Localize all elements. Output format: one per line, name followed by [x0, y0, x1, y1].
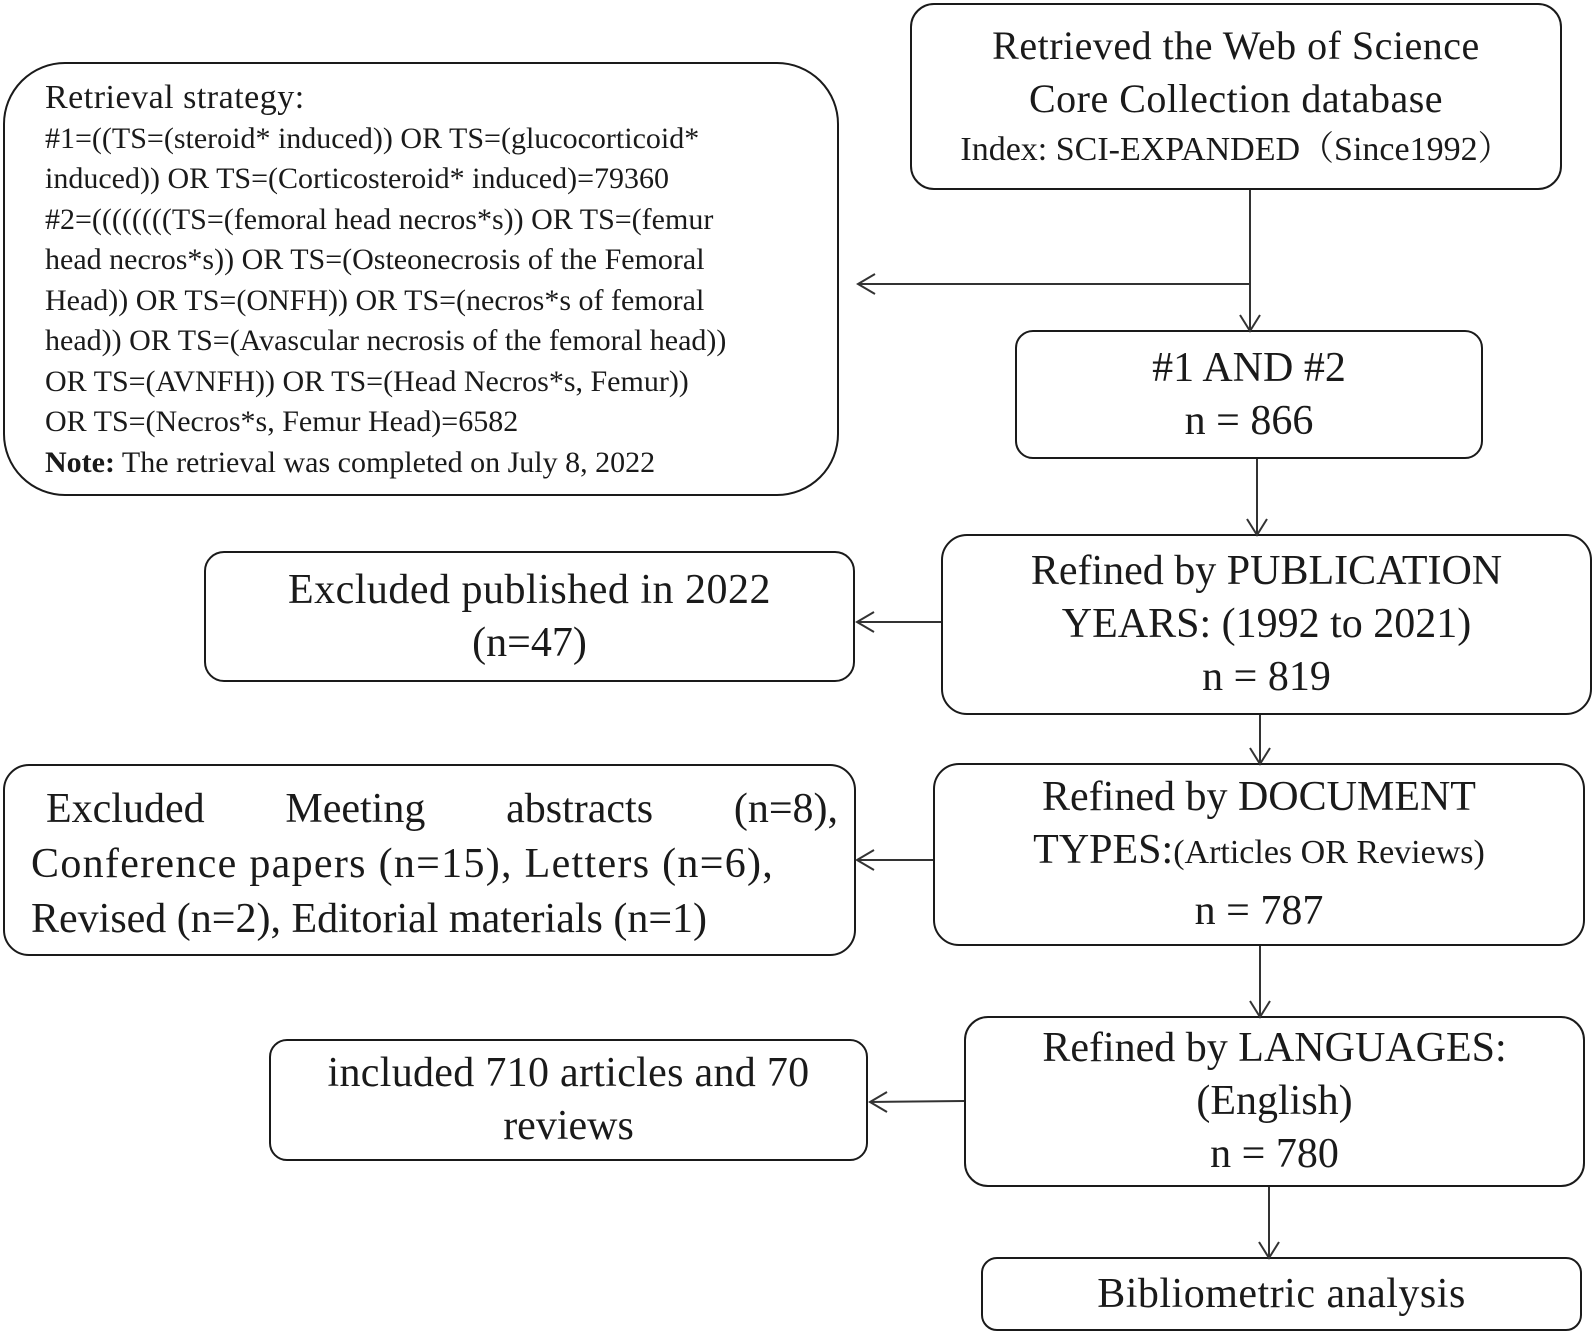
- meeting-word: Meeting: [285, 786, 426, 832]
- doctypes-line-3: n = 787: [1194, 888, 1324, 934]
- combine-line-2: n = 866: [1184, 397, 1314, 444]
- strategy-line-7: OR TS=(AVNFH)) OR TS=(Head Necros*s, Femur)): [45, 364, 689, 398]
- excluded-2022-line-1: Excluded published in 2022: [287, 566, 772, 613]
- excluded-types-line-2: Conference papers (n=15), Letters (n=6),: [31, 841, 775, 887]
- abstracts-count: (n=8),: [733, 786, 838, 832]
- combine-line-1: #1 AND #2: [1152, 344, 1346, 391]
- doctypes-types-label: TYPES:: [1033, 827, 1174, 873]
- excluded-types-line-3: Revised (n=2), Editorial materials (n=1): [31, 896, 708, 942]
- included-line-1: included 710 articles and 70: [327, 1050, 810, 1096]
- strategy-line-1: #1=((TS=(steroid* induced)) OR TS=(glucocorticoid*: [45, 121, 700, 155]
- note-text: The retrieval was completed on July 8, 2022: [114, 445, 656, 479]
- languages-line-1: Refined by LANGUAGES:: [1042, 1025, 1507, 1071]
- abstracts-word: abstracts: [506, 786, 654, 832]
- languages-line-3: n = 780: [1210, 1131, 1339, 1177]
- excluded-2022-line-2: (n=47): [472, 619, 587, 666]
- strategy-line-8: OR TS=(Necros*s, Femur Head)=6582: [45, 405, 519, 438]
- database-line-2: Core Collection database: [1028, 75, 1444, 121]
- included-line-2: reviews: [503, 1103, 634, 1149]
- strategy-line-4: head necros*s)) OR TS=(Osteonecrosis of the Femoral: [45, 243, 705, 276]
- arrow-to-included: [870, 1101, 964, 1102]
- strategy-line-3: #2=((((((((TS=(femoral head necros*s)) OR TS=(femur: [45, 202, 714, 236]
- strategy-title: Retrieval strategy:: [45, 79, 305, 116]
- database-line-1: Retrieved the Web of Science: [992, 22, 1480, 68]
- doctypes-types-value: (Articles OR Reviews): [1173, 834, 1485, 871]
- years-line-2: YEARS: (1992 to 2021): [1061, 601, 1472, 647]
- analysis-line-1: Bibliometric analysis: [1097, 1270, 1466, 1317]
- note-label: Note:: [45, 445, 115, 479]
- years-line-1: Refined by PUBLICATION: [1030, 548, 1503, 594]
- years-line-3: n = 819: [1202, 654, 1331, 700]
- strategy-line-2: induced)) OR TS=(Corticosteroid* induced)=79360: [45, 162, 670, 195]
- strategy-line-5: Head)) OR TS=(ONFH)) OR TS=(necros*s of femoral: [45, 283, 705, 317]
- database-line-3: Index: SCI-EXPANDED（Since1992）: [960, 130, 1512, 168]
- excluded-word: Excluded: [46, 786, 205, 832]
- doctypes-line-1: Refined by DOCUMENT: [1042, 774, 1476, 820]
- strategy-line-6: head)) OR TS=(Avascular necrosis of the femoral head)): [45, 324, 727, 357]
- languages-line-2: (English): [1196, 1078, 1353, 1124]
